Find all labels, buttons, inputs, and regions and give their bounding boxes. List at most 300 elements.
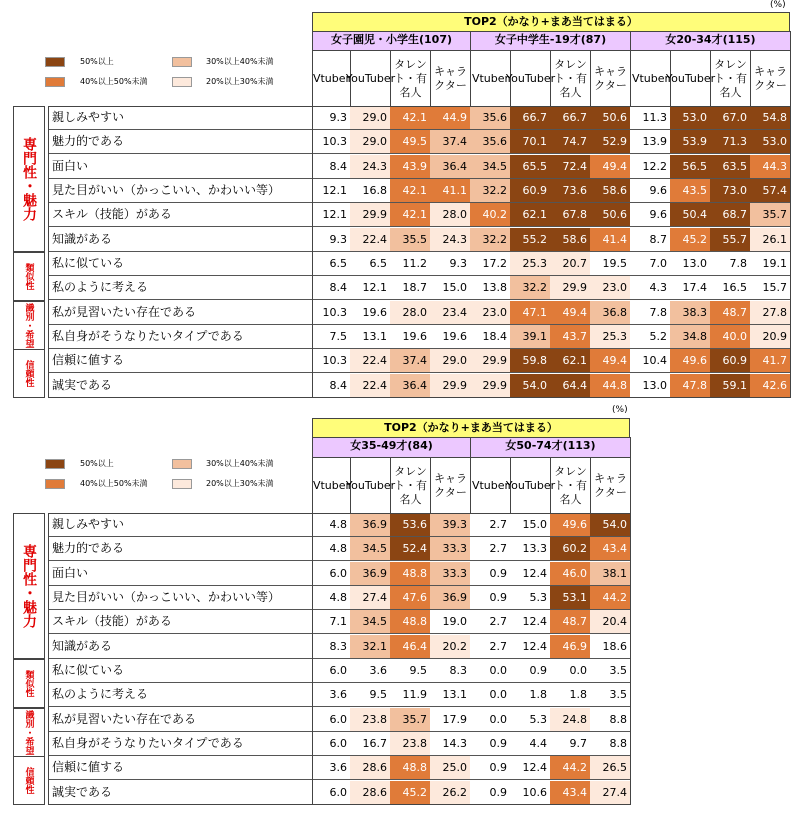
value-cell: 48.8 [390,610,431,634]
value-cell: 12.1 [350,276,391,300]
value-cell: 29.0 [430,349,471,373]
value-cell: 0.0 [470,683,511,707]
value-cell: 5.3 [510,586,551,610]
value-cell: 9.3 [430,252,471,276]
column-header: Vtuber [470,50,511,107]
row-label: 親しみやすい [48,106,312,130]
value-cell: 33.3 [430,537,471,561]
column-header: タレント・有名人 [550,457,591,514]
row-label: 誠実である [48,781,312,805]
value-cell: 54.0 [590,513,631,537]
column-header: Vtuber [470,457,511,514]
value-cell: 36.4 [390,374,431,398]
value-cell: 9.5 [350,683,391,707]
value-cell: 35.5 [390,228,431,252]
value-cell: 7.1 [312,610,351,634]
value-cell: 2.7 [470,635,511,659]
value-cell: 22.4 [350,349,391,373]
value-cell: 11.9 [390,683,431,707]
value-cell: 53.9 [670,130,711,154]
value-cell: 45.2 [390,781,431,805]
value-cell: 4.8 [312,537,351,561]
value-cell: 7.0 [630,252,671,276]
value-cell: 26.1 [750,228,791,252]
value-cell: 28.6 [350,781,391,805]
value-cell: 28.6 [350,756,391,780]
value-cell: 34.5 [350,610,391,634]
value-cell: 73.6 [550,179,591,203]
value-cell: 34.8 [670,325,711,349]
row-label: 知識がある [48,635,312,659]
value-cell: 41.1 [430,179,471,203]
legend-swatch [172,77,192,87]
row-label: 魅力的である [48,130,312,154]
value-cell: 19.5 [590,252,631,276]
value-cell: 19.6 [430,325,471,349]
row-label: 誠実である [48,374,312,398]
value-cell: 64.4 [550,374,591,398]
value-cell: 34.5 [350,537,391,561]
value-cell: 27.4 [590,781,631,805]
value-cell: 59.8 [510,349,551,373]
value-cell: 57.4 [750,179,791,203]
value-cell: 37.4 [390,349,431,373]
row-label: 私に似ている [48,252,312,276]
value-cell: 4.8 [312,586,351,610]
value-cell: 15.0 [430,276,471,300]
legend-label: 40%以上50%未満 [80,479,148,488]
value-cell: 36.4 [430,155,471,179]
value-cell: 24.3 [350,155,391,179]
row-label: 私自身がそうなりたいタイプである [48,325,312,349]
value-cell: 40.0 [710,325,751,349]
value-cell: 13.9 [630,130,671,154]
value-cell: 2.7 [470,537,511,561]
value-cell: 38.3 [670,301,711,325]
value-cell: 2.7 [470,513,511,537]
value-cell: 19.6 [350,301,391,325]
value-cell: 3.6 [350,659,391,683]
value-cell: 13.0 [630,374,671,398]
value-cell: 22.4 [350,228,391,252]
value-cell: 54.0 [510,374,551,398]
value-cell: 12.2 [630,155,671,179]
value-cell: 15.0 [510,513,551,537]
row-label: 信頼に値する [48,756,312,780]
value-cell: 44.8 [590,374,631,398]
value-cell: 72.4 [550,155,591,179]
column-header: Vtuber [312,457,351,514]
category-label [13,106,45,252]
category-label [13,659,45,708]
value-cell: 9.7 [550,732,591,756]
value-cell: 42.6 [750,374,791,398]
value-cell: 35.6 [470,130,511,154]
legend-label: 20%以上30%未満 [206,479,274,488]
value-cell: 1.8 [550,683,591,707]
value-cell: 6.5 [312,252,351,276]
value-cell: 24.3 [430,228,471,252]
value-cell: 3.5 [590,683,631,707]
value-cell: 4.8 [312,513,351,537]
legend-swatch [45,459,65,469]
value-cell: 60.9 [510,179,551,203]
value-cell: 26.5 [590,756,631,780]
value-cell: 34.5 [470,155,511,179]
column-header: YouTuber [510,457,551,514]
value-cell: 18.6 [590,635,631,659]
value-cell: 66.7 [550,106,591,130]
value-cell: 36.9 [350,513,391,537]
value-cell: 16.5 [710,276,751,300]
value-cell: 14.3 [430,732,471,756]
value-cell: 27.8 [750,301,791,325]
value-cell: 13.0 [670,252,711,276]
value-cell: 43.7 [550,325,591,349]
value-cell: 13.8 [470,276,511,300]
value-cell: 20.7 [550,252,591,276]
value-cell: 8.8 [590,708,631,732]
row-label: 面白い [48,155,312,179]
value-cell: 20.2 [430,635,471,659]
value-cell: 10.6 [510,781,551,805]
value-cell: 41.4 [590,228,631,252]
value-cell: 35.6 [470,106,511,130]
value-cell: 9.3 [312,106,351,130]
value-cell: 11.3 [630,106,671,130]
row-label: 親しみやすい [48,513,312,537]
legend-swatch [45,77,65,87]
value-cell: 53.0 [670,106,711,130]
column-header: キャラクター [430,50,471,107]
category-label [13,301,45,350]
value-cell: 3.6 [312,756,351,780]
value-cell: 23.8 [350,708,391,732]
value-cell: 48.8 [390,756,431,780]
value-cell: 12.4 [510,635,551,659]
value-cell: 29.9 [470,374,511,398]
category-label-text: 類似性 [23,670,34,697]
category-label-text: 信頼性 [23,767,34,794]
value-cell: 49.4 [590,349,631,373]
value-cell: 42.1 [390,203,431,227]
value-cell: 67.8 [550,203,591,227]
column-header: タレント・有名人 [710,50,751,107]
value-cell: 12.4 [510,756,551,780]
value-cell: 47.6 [390,586,431,610]
category-label-text: 識別・希望 [23,710,34,755]
value-cell: 35.7 [750,203,791,227]
value-cell: 9.6 [630,179,671,203]
column-header: タレント・有名人 [390,457,431,514]
value-cell: 8.8 [590,732,631,756]
value-cell: 10.3 [312,301,351,325]
value-cell: 37.4 [430,130,471,154]
value-cell: 18.7 [390,276,431,300]
value-cell: 24.8 [550,708,591,732]
row-label: 私が見習いたい存在である [48,301,312,325]
value-cell: 29.0 [350,106,391,130]
category-label-text: 識別・希望 [23,303,34,348]
row-label: 面白い [48,562,312,586]
value-cell: 7.8 [630,301,671,325]
column-header: YouTuber [510,50,551,107]
value-cell: 56.5 [670,155,711,179]
value-cell: 0.0 [470,659,511,683]
value-cell: 10.3 [312,349,351,373]
row-label: 見た目がいい（かっこいい、かわいい等） [48,179,312,203]
value-cell: 20.9 [750,325,791,349]
value-cell: 17.9 [430,708,471,732]
value-cell: 8.4 [312,276,351,300]
legend-swatch [172,479,192,489]
category-label [13,513,45,659]
value-cell: 12.1 [312,203,351,227]
value-cell: 44.2 [590,586,631,610]
value-cell: 47.8 [670,374,711,398]
value-cell: 42.1 [390,179,431,203]
unit-label: (%) [612,405,628,415]
row-label: 私自身がそうなりたいタイプである [48,732,312,756]
value-cell: 23.0 [470,301,511,325]
column-header: キャラクター [430,457,471,514]
legend-swatch [172,459,192,469]
value-cell: 60.9 [710,349,751,373]
value-cell: 12.4 [510,610,551,634]
value-cell: 38.1 [590,562,631,586]
value-cell: 39.1 [510,325,551,349]
column-header: タレント・有名人 [390,50,431,107]
value-cell: 13.1 [350,325,391,349]
legend-label: 40%以上50%未満 [80,77,148,86]
column-header: キャラクター [590,457,631,514]
value-cell: 50.6 [590,203,631,227]
category-label-text: 専門性・魅力 [21,544,37,628]
value-cell: 29.9 [350,203,391,227]
value-cell: 36.9 [350,562,391,586]
value-cell: 2.7 [470,610,511,634]
value-cell: 6.0 [312,732,351,756]
value-cell: 70.1 [510,130,551,154]
unit-label: (%) [770,0,786,10]
value-cell: 3.5 [590,659,631,683]
value-cell: 26.2 [430,781,471,805]
value-cell: 46.0 [550,562,591,586]
group-header: 女子中学生-19才(87) [470,31,631,51]
category-label-text: 信頼性 [23,360,34,387]
group-header: 女35-49才(84) [312,437,471,458]
value-cell: 50.6 [590,106,631,130]
value-cell: 49.4 [550,301,591,325]
value-cell: 59.1 [710,374,751,398]
value-cell: 48.8 [390,562,431,586]
value-cell: 50.4 [670,203,711,227]
value-cell: 71.3 [710,130,751,154]
value-cell: 36.8 [590,301,631,325]
value-cell: 4.3 [630,276,671,300]
value-cell: 0.9 [470,732,511,756]
value-cell: 7.8 [710,252,751,276]
value-cell: 58.6 [590,179,631,203]
value-cell: 6.0 [312,659,351,683]
value-cell: 44.9 [430,106,471,130]
value-cell: 8.4 [312,155,351,179]
row-label: スキル（技能）がある [48,203,312,227]
value-cell: 40.2 [470,203,511,227]
legend-label: 30%以上40%未満 [206,459,274,468]
row-label: 私が見習いたい存在である [48,708,312,732]
value-cell: 46.4 [390,635,431,659]
value-cell: 5.3 [510,708,551,732]
value-cell: 9.6 [630,203,671,227]
row-label: スキル（技能）がある [48,610,312,634]
value-cell: 43.9 [390,155,431,179]
row-label: 魅力的である [48,537,312,561]
value-cell: 12.1 [312,179,351,203]
category-label [13,349,45,398]
row-label: 見た目がいい（かっこいい、かわいい等） [48,586,312,610]
value-cell: 0.0 [550,659,591,683]
category-label-text: 専門性・魅力 [21,137,37,221]
column-header: YouTuber [350,457,391,514]
value-cell: 19.1 [750,252,791,276]
value-cell: 28.0 [390,301,431,325]
value-cell: 55.2 [510,228,551,252]
value-cell: 41.7 [750,349,791,373]
value-cell: 52.9 [590,130,631,154]
value-cell: 4.4 [510,732,551,756]
group-header: 女50-74才(113) [470,437,631,458]
value-cell: 11.2 [390,252,431,276]
value-cell: 0.9 [470,756,511,780]
value-cell: 44.2 [550,756,591,780]
value-cell: 3.6 [312,683,351,707]
value-cell: 13.1 [430,683,471,707]
value-cell: 8.4 [312,374,351,398]
value-cell: 6.5 [350,252,391,276]
value-cell: 9.3 [312,228,351,252]
value-cell: 44.3 [750,155,791,179]
value-cell: 63.5 [710,155,751,179]
value-cell: 62.1 [510,203,551,227]
value-cell: 74.7 [550,130,591,154]
value-cell: 0.9 [510,659,551,683]
legend-swatch [45,479,65,489]
value-cell: 28.0 [430,203,471,227]
value-cell: 49.4 [590,155,631,179]
value-cell: 43.5 [670,179,711,203]
value-cell: 8.3 [312,635,351,659]
value-cell: 33.3 [430,562,471,586]
column-header: YouTuber [350,50,391,107]
value-cell: 60.2 [550,537,591,561]
value-cell: 23.8 [390,732,431,756]
value-cell: 9.5 [390,659,431,683]
value-cell: 62.1 [550,349,591,373]
value-cell: 43.4 [590,537,631,561]
value-cell: 17.2 [470,252,511,276]
value-cell: 8.7 [630,228,671,252]
value-cell: 0.9 [470,781,511,805]
value-cell: 8.3 [430,659,471,683]
value-cell: 22.4 [350,374,391,398]
value-cell: 35.7 [390,708,431,732]
value-cell: 53.6 [390,513,431,537]
legend-label: 50%以上 [80,57,114,66]
value-cell: 46.9 [550,635,591,659]
legend-swatch [172,57,192,67]
value-cell: 12.4 [510,562,551,586]
value-cell: 25.3 [510,252,551,276]
value-cell: 5.2 [630,325,671,349]
table-title: TOP2（かなり+まあ当てはまる） [312,418,630,438]
column-header: タレント・有名人 [550,50,591,107]
value-cell: 16.7 [350,732,391,756]
row-label: 信頼に値する [48,349,312,373]
column-header: キャラクター [750,50,791,107]
value-cell: 7.5 [312,325,351,349]
row-label: 私に似ている [48,659,312,683]
value-cell: 32.2 [470,228,511,252]
value-cell: 19.6 [390,325,431,349]
value-cell: 32.2 [470,179,511,203]
value-cell: 6.0 [312,562,351,586]
value-cell: 39.3 [430,513,471,537]
value-cell: 66.7 [510,106,551,130]
legend-label: 30%以上40%未満 [206,57,274,66]
value-cell: 18.4 [470,325,511,349]
group-header: 女20-34才(115) [630,31,791,51]
value-cell: 20.4 [590,610,631,634]
value-cell: 55.7 [710,228,751,252]
value-cell: 43.4 [550,781,591,805]
value-cell: 49.5 [390,130,431,154]
category-label [13,252,45,301]
value-cell: 53.0 [750,130,791,154]
value-cell: 25.3 [590,325,631,349]
value-cell: 32.2 [510,276,551,300]
value-cell: 67.0 [710,106,751,130]
value-cell: 49.6 [670,349,711,373]
value-cell: 32.1 [350,635,391,659]
value-cell: 49.6 [550,513,591,537]
value-cell: 68.7 [710,203,751,227]
value-cell: 58.6 [550,228,591,252]
value-cell: 36.9 [430,586,471,610]
category-label [13,756,45,805]
value-cell: 17.4 [670,276,711,300]
value-cell: 47.1 [510,301,551,325]
value-cell: 29.9 [430,374,471,398]
value-cell: 23.0 [590,276,631,300]
value-cell: 10.3 [312,130,351,154]
value-cell: 0.9 [470,586,511,610]
value-cell: 0.9 [470,562,511,586]
value-cell: 6.0 [312,781,351,805]
value-cell: 48.7 [550,610,591,634]
value-cell: 53.1 [550,586,591,610]
value-cell: 45.2 [670,228,711,252]
value-cell: 29.9 [550,276,591,300]
value-cell: 54.8 [750,106,791,130]
category-label-text: 類似性 [23,263,34,290]
column-header: Vtuber [630,50,671,107]
value-cell: 73.0 [710,179,751,203]
group-header: 女子園児・小学生(107) [312,31,471,51]
value-cell: 29.9 [470,349,511,373]
value-cell: 15.7 [750,276,791,300]
row-label: 私のように考える [48,683,312,707]
